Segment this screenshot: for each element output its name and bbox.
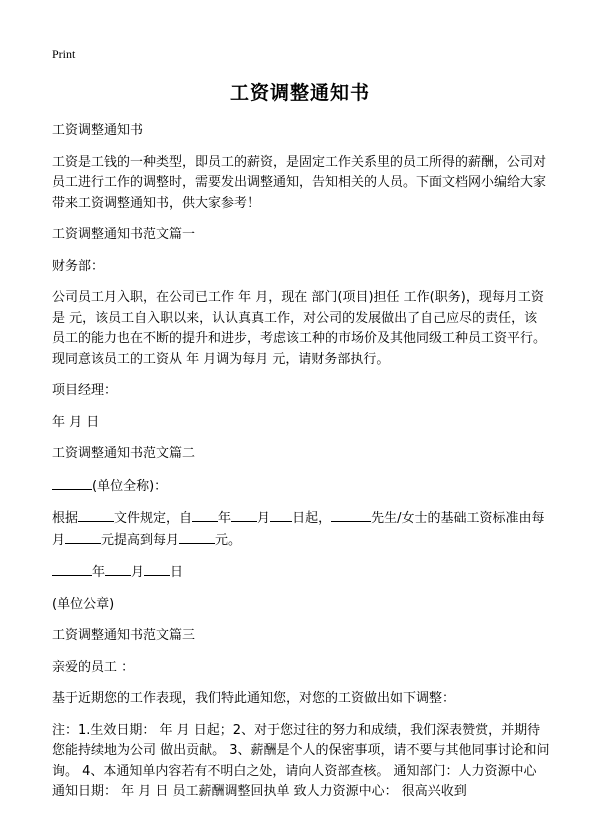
text-segment: 日起， <box>292 511 332 526</box>
unit-seal: (单位公章) <box>52 596 115 612</box>
text-segment: 根据 <box>52 511 79 526</box>
blank-field <box>52 476 92 490</box>
date-line-1: 年 月 日 <box>52 414 100 430</box>
text-segment: 年 <box>92 565 106 580</box>
text-segment: 元提高到每月 <box>101 532 180 548</box>
text-segment: 月 <box>131 565 145 580</box>
section-heading-3: 工资调整通知书范文篇三 <box>52 628 196 643</box>
unit-name-line <box>52 476 550 498</box>
blank-field <box>331 508 371 522</box>
addressee-finance: 财务部： <box>52 258 105 274</box>
paragraph-intro: 工资是工钱的一种类型，即员工的薪资，是固定工作关系里的员工所得的薪酬，公司对员工进行工作的调整时，需要发出调整通知，告知相关的人员。下面文档网小编给大家带来工资调整通知书，供大家参考！ <box>52 154 547 211</box>
paragraph-sample-1: 公司员工月入职，在公司已工作 年 月，现在 部门(项目)担任 工作(职务)，现每月工资是 元，该员工自入职以来，认认真真工作，对公司的发展做出了自己应尽的责任，该员工的能力也在不断的提升和进步，考虑该工种的市场价及其他同级工种员工资平行。现同意该员工的工资从 年 月调为每月 元，请财务部执行。 <box>52 290 547 367</box>
blank-field <box>78 508 114 522</box>
blank-field <box>65 530 101 544</box>
text-segment: 文件规定，自 <box>114 511 193 526</box>
paragraph-notice: 基于近期您的工作表现，我们特此通知您，对您的工资做出如下调整： <box>52 691 456 706</box>
section-heading-1: 工资调整通知书范文篇一 <box>52 227 196 242</box>
greeting: 亲爱的员工 ： <box>52 659 135 675</box>
text-segment: 先生/女士的基础工资标准由每月 <box>52 511 545 548</box>
text-segment: 月 <box>257 511 271 526</box>
paragraph-sample-2 <box>52 508 550 551</box>
text-segment: 日 <box>170 565 184 580</box>
blank-field <box>192 508 218 522</box>
text-segment: 年 <box>218 511 232 526</box>
blank-field <box>52 562 92 576</box>
section-heading-2: 工资调整通知书范文篇二 <box>52 446 196 461</box>
document-title: 工资调整通知书 <box>229 82 370 104</box>
blank-field <box>179 530 215 544</box>
print-link[interactable]: Print <box>52 47 76 61</box>
blank-field <box>270 508 292 522</box>
signature-manager: 项目经理： <box>52 383 118 398</box>
blank-field <box>144 562 170 576</box>
paragraph-heading: 工资调整通知书 <box>52 123 144 138</box>
unit-name-label: (单位全称)： <box>92 478 168 494</box>
blank-field <box>231 508 257 522</box>
text-segment: 元。 <box>215 532 242 548</box>
date-line-2 <box>52 562 550 584</box>
blank-field <box>105 562 131 576</box>
paragraph-notes: 注：1.生效日期： 年 月 日起；2、对于您过往的努力和成绩，我们深表赞赏，并期待您能持续地为公司 做出贡献。 3、薪酬是个人的保密事项，请不要与其他同事讨论和问询。 4、本通知单内容若有不明白之处，请向人资部查核。 通知部门：人力资源中心 通知日期： 年 月 日 员工薪酬调整回执单 致人力资源中心： 很高兴收到 <box>52 722 550 799</box>
document-body <box>52 121 550 814</box>
